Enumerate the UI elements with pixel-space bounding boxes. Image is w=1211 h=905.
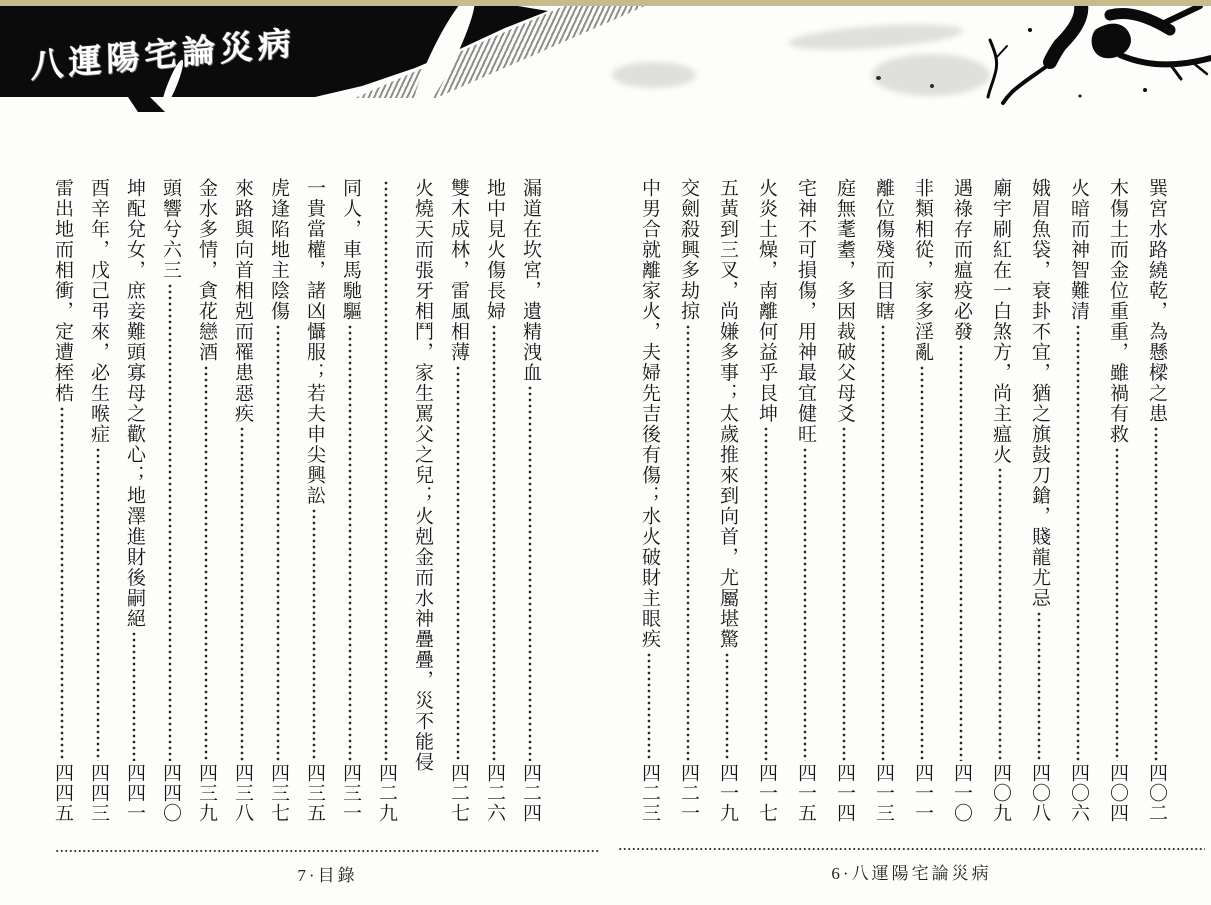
toc-entry-page-number: 四二三 — [639, 763, 660, 823]
toc-entry — [793, 178, 817, 823]
toc-dotted-leader — [338, 324, 362, 762]
toc-entry-title: 木傷土而金位重重，雖禍有救 — [1107, 178, 1128, 445]
toc-dotted-leader — [482, 324, 506, 762]
toc-entry-page-number: 四二一 — [678, 763, 699, 823]
toc-entry-title: 五黃到三叉，尚嫌多事；太歲推來到向首，尤屬堪驚 — [717, 178, 738, 650]
toc-entry — [230, 178, 254, 823]
toc-entry — [482, 178, 506, 823]
toc-entry-title: 雙木成林，雷風相薄 — [448, 178, 469, 363]
toc-entry — [1105, 178, 1129, 823]
toc-entry-title: 火暗而神智難清 — [1068, 178, 1089, 322]
toc-dotted-leader — [637, 652, 661, 762]
toc-entry-page-number: 四一四 — [834, 763, 855, 823]
toc-entry-page-number: 四四三 — [88, 763, 109, 823]
toc-entry-title: 庭無耄耋，多因裁破父母爻 — [834, 178, 855, 424]
toc-entry-page-number: 四三一 — [340, 763, 361, 823]
toc-entry — [194, 178, 218, 823]
toc-entry-page-number: 四三九 — [196, 763, 217, 823]
toc-entry — [871, 178, 895, 823]
right-page-number-label: 6·八運陽宅論災病 — [831, 864, 992, 883]
toc-entry — [910, 178, 934, 823]
toc-entry-page-number: 四一一 — [912, 763, 933, 823]
toc-entry-title: 雷出地而相衝，定遭桎梏 — [52, 178, 73, 404]
toc-dotted-leader — [871, 324, 895, 762]
toc-entry-page-number: 四二七 — [448, 763, 469, 823]
toc-entry-title: 遇祿存而瘟疫必發 — [951, 178, 972, 342]
toc-entry-page-number: 四一九 — [717, 763, 738, 823]
toc-entry — [988, 178, 1012, 823]
toc-dotted-leader — [374, 180, 398, 761]
toc-dotted-leader — [230, 426, 254, 761]
toc-entry — [715, 178, 739, 823]
toc-entry — [676, 178, 700, 823]
toc-entry-title: 火炎土燥，南離何益乎艮坤 — [756, 178, 777, 424]
toc-dotted-leader — [518, 385, 542, 761]
toc-entry-page-number: 四〇四 — [1107, 763, 1128, 823]
toc-entry-title: 地中見火傷長婦 — [484, 178, 505, 322]
page-top-border — [0, 0, 1211, 6]
toc-entry-page-number: 四一〇 — [951, 763, 972, 823]
ink-smudge — [612, 62, 696, 88]
toc-entry-title: 酉辛年，戊己弔來，必生喉症 — [88, 178, 109, 445]
book-title-calligraphy: 八運陽宅論災病 — [30, 26, 296, 86]
toc-dotted-leader — [1027, 611, 1051, 762]
toc-dotted-leader — [1105, 447, 1129, 762]
toc-entry-title: 來路與向首相剋而罹患惡疾 — [232, 178, 253, 424]
toc-entry — [338, 178, 362, 823]
toc-entry — [302, 178, 326, 823]
ink-smudge — [787, 20, 963, 54]
toc-dotted-leader — [793, 447, 817, 762]
toc-entry-title: 虎逢陷地主陰傷 — [268, 178, 289, 322]
toc-entry-title: 宅神不可損傷，用神最宜健旺 — [795, 178, 816, 445]
toc-entry — [1027, 178, 1051, 823]
toc-entry-page-number: 四四五 — [52, 763, 73, 823]
toc-entry — [1144, 178, 1168, 823]
toc-entry-page-number: 四四一 — [124, 763, 145, 823]
toc-entry-page-number: 四二九 — [376, 763, 397, 823]
toc-entry-title: 漏道在坎宮，遺精洩血 — [520, 178, 541, 383]
toc-dotted-leader — [832, 426, 856, 761]
toc-entry-title: 頭響兮六三 — [160, 178, 181, 281]
toc-dotted-leader — [1144, 426, 1168, 761]
right-page-footer — [618, 848, 1205, 884]
header-banner — [0, 0, 1211, 118]
toc-entry-title: 金水多情，貪花戀酒 — [196, 178, 217, 363]
toc-entry-page-number: 四〇六 — [1068, 763, 1089, 823]
toc-entry — [518, 178, 542, 823]
footer-dotted-rule — [55, 850, 600, 852]
toc-dotted-leader — [988, 467, 1012, 761]
ink-branch-illustration — [960, 0, 1211, 112]
toc-dotted-leader — [302, 508, 326, 761]
toc-entry-page-number: 四三八 — [232, 763, 253, 823]
toc-dotted-leader — [715, 652, 739, 762]
toc-dotted-leader — [754, 426, 778, 761]
left-page-footer — [55, 850, 600, 886]
toc-entry-page-number: 四三七 — [268, 763, 289, 823]
toc-entry-title: 坤配兌女，庶妾難頭寡母之歡心；地澤進財後嗣絕 — [124, 178, 145, 629]
toc-entry-title: 非類相從，家多淫亂 — [912, 178, 933, 363]
left-page-number-label: 7·目錄 — [297, 866, 358, 885]
toc-dotted-leader — [910, 365, 934, 762]
toc-entry-page-number: 四一三 — [873, 763, 894, 823]
toc-entry-title: 巽宮水路繞乾，為懸樑之患 — [1146, 178, 1167, 424]
ink-speck — [876, 76, 881, 80]
toc-entry — [637, 178, 661, 823]
toc-entry-title: 交劍殺興多劫掠 — [678, 178, 699, 322]
toc-entry-title: 火燒天而張牙相鬥，家生罵父之兒；火剋金而水神疊疊，災不能侵 — [412, 178, 433, 773]
toc-entry — [86, 178, 110, 823]
toc-entry — [446, 178, 470, 823]
toc-entry-title: 中男合就離家火，夫婦先吉後有傷；水火破財主眼疾 — [639, 178, 660, 650]
toc-dotted-leader — [266, 324, 290, 762]
toc-entry-page-number: 四四〇 — [160, 763, 181, 823]
toc-entry-title: 廟宇刷紅在一白煞方，尚主瘟火 — [990, 178, 1011, 465]
toc-entry — [832, 178, 856, 823]
toc-entry — [374, 178, 398, 823]
toc-entry-page-number: 四三五 — [304, 763, 325, 823]
toc-entry-page-number: 四〇九 — [990, 763, 1011, 823]
toc-entry — [410, 178, 434, 823]
toc-entry — [754, 178, 778, 823]
toc-entry — [50, 178, 74, 823]
left-page-toc-columns — [50, 178, 542, 823]
toc-dotted-leader — [676, 324, 700, 762]
footer-dotted-rule — [618, 848, 1205, 850]
toc-entry-page-number: 四〇八 — [1029, 763, 1050, 823]
toc-entry-title: 一貴當權，諸凶懾服；若夫申尖興訟 — [304, 178, 325, 506]
toc-dotted-leader — [50, 406, 74, 762]
toc-dotted-leader — [86, 447, 110, 762]
toc-dotted-leader — [949, 344, 973, 761]
toc-entry — [266, 178, 290, 823]
toc-entry-title: 娥眉魚袋，衰卦不宜，猶之旗鼓刀鎗，賤龍尤忌 — [1029, 178, 1050, 609]
toc-entry-page-number: 四二六 — [484, 763, 505, 823]
right-page-toc-columns — [622, 178, 1168, 823]
toc-dotted-leader — [158, 283, 182, 762]
toc-entry-page-number: 四一七 — [756, 763, 777, 823]
toc-entry — [1066, 178, 1090, 823]
toc-dotted-leader — [194, 365, 218, 762]
toc-dotted-leader — [1066, 324, 1090, 762]
toc-entry-page-number: 四二四 — [520, 763, 541, 823]
toc-entry — [949, 178, 973, 823]
toc-entry-page-number: 四一五 — [795, 763, 816, 823]
toc-dotted-leader — [122, 631, 146, 761]
toc-entry-title: 離位傷殘而目瞎 — [873, 178, 894, 322]
toc-entry — [158, 178, 182, 823]
toc-entry-title: 同人，車馬馳驅 — [340, 178, 361, 322]
toc-dotted-leader — [446, 365, 470, 762]
ink-speck — [930, 84, 934, 88]
toc-entry-page-number: 四〇二 — [1146, 763, 1167, 823]
toc-entry — [122, 178, 146, 823]
